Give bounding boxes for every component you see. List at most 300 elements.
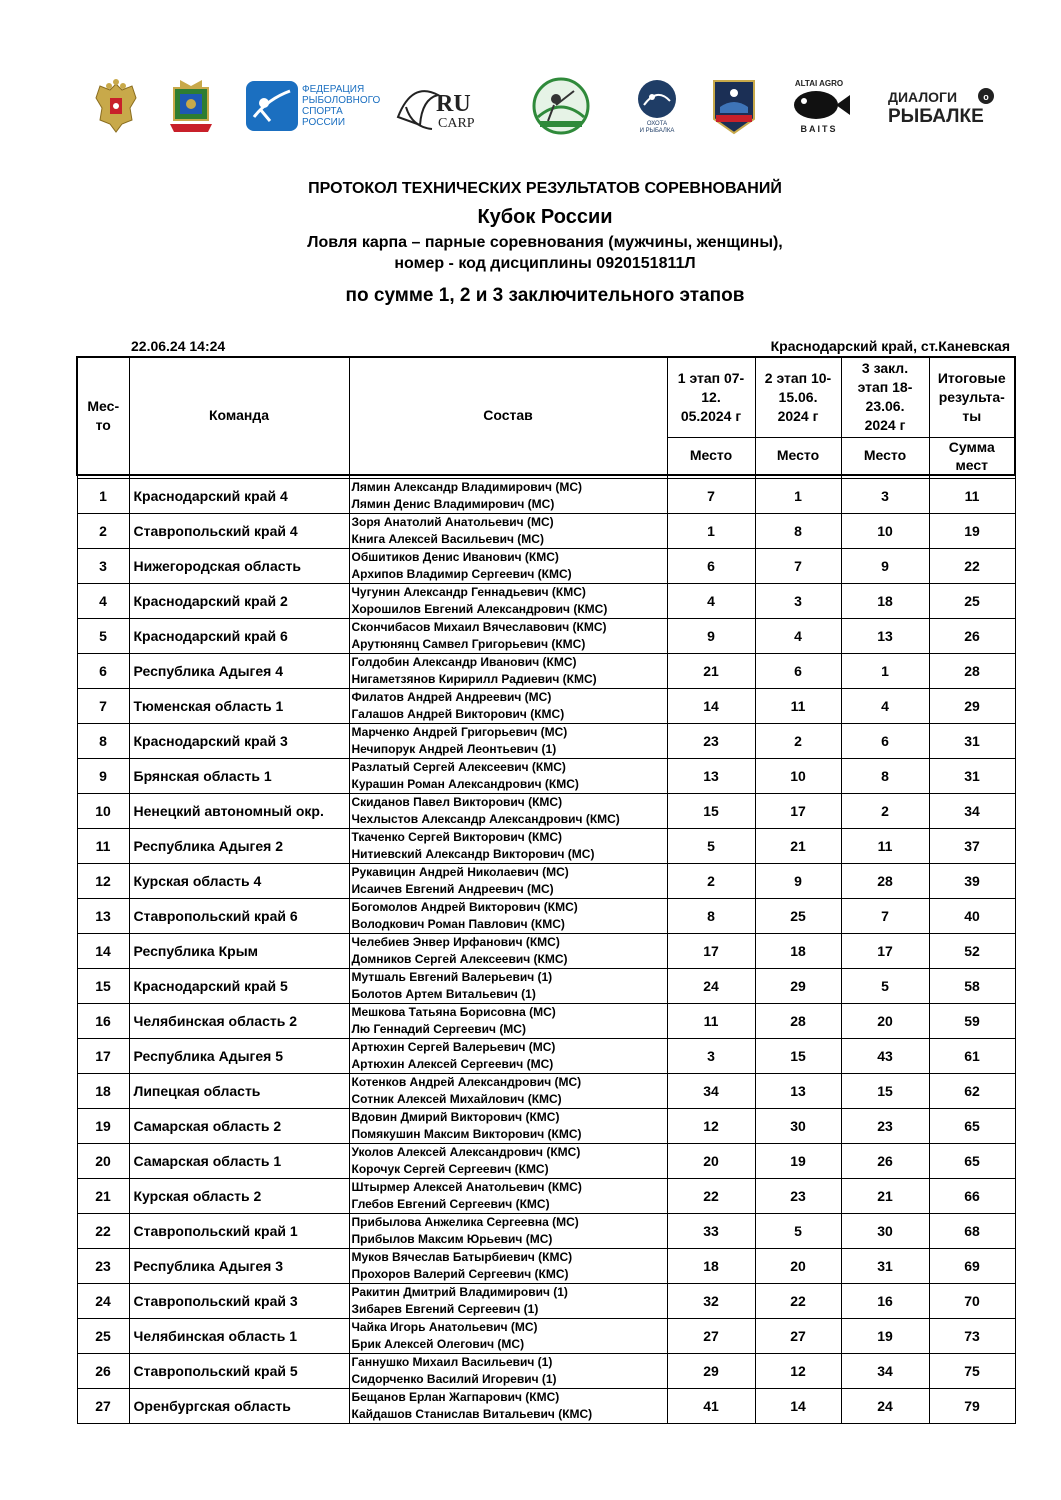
team-cell: Ставропольский край 6	[129, 899, 349, 934]
logo-strip	[90, 76, 1000, 136]
protocol-date: 22.06.24 14:24	[131, 338, 226, 354]
place-cell: 1	[77, 479, 129, 514]
total-sum-cell: 59	[929, 1004, 1015, 1039]
team-cell: Ставропольский край 3	[129, 1284, 349, 1319]
place-cell: 27	[77, 1389, 129, 1424]
svg-text:ОХОТА: ОХОТА	[646, 121, 668, 127]
table-row	[77, 1039, 1015, 1074]
stage1-place-cell: 15	[667, 794, 755, 829]
stage2-place-cell: 12	[755, 1354, 841, 1389]
stages-subtitle: по сумме 1, 2 и 3 заключительного этапов	[345, 285, 745, 306]
member-2: Сидорченко Василий Игоревич (1)	[351, 1372, 557, 1386]
place-cell: 26	[77, 1354, 129, 1389]
stage1-place-cell: 23	[667, 724, 755, 759]
place-cell: 23	[77, 1249, 129, 1284]
member-2: Лямин Денис Владимирович (МС)	[351, 497, 555, 511]
member-1: Котенков Андрей Александрович (МС)	[351, 1075, 582, 1089]
team-cell: Брянская область 1	[129, 759, 349, 794]
svg-text:ДИАЛОГИ: ДИАЛОГИ	[888, 89, 958, 105]
stage1-place-cell: 22	[667, 1179, 755, 1214]
table-row	[77, 899, 1015, 934]
members-cell	[349, 724, 667, 759]
total-sum-cell: 37	[929, 829, 1015, 864]
fishing-sport-federation-badge-icon	[516, 76, 606, 136]
team-cell: Челябинская область 1	[129, 1319, 349, 1354]
members-cell	[349, 794, 667, 829]
stage3-place-cell: 31	[841, 1249, 929, 1284]
table-row	[77, 479, 1015, 514]
member-1: Уколов Алексей Александрович (КМС)	[351, 1145, 581, 1159]
total-sum-cell: 70	[929, 1284, 1015, 1319]
member-2: Домников Сергей Алексеевич (КМС)	[351, 952, 568, 966]
stage2-place-cell: 19	[755, 1144, 841, 1179]
stage1-place-cell: 4	[667, 584, 755, 619]
table-row	[77, 1319, 1015, 1354]
place-cell: 8	[77, 724, 129, 759]
member-2: Артюхин Алексей Сергеевич (МС)	[351, 1057, 554, 1071]
stage3-place-cell: 43	[841, 1039, 929, 1074]
member-1: Муков Вячеслав Батырбиевич (КМС)	[351, 1250, 573, 1264]
place-cell: 16	[77, 1004, 129, 1039]
place-cell: 19	[77, 1109, 129, 1144]
stage3-place-cell: 34	[841, 1354, 929, 1389]
member-2: Архипов Владимир Сергеевич (КМС)	[351, 567, 572, 581]
stage1-place-cell: 20	[667, 1144, 755, 1179]
stage2-place-cell: 6	[755, 654, 841, 689]
members-cell	[349, 549, 667, 584]
altai-agro-baits-logo	[786, 76, 852, 136]
table-row	[77, 864, 1015, 899]
stage2-place-cell: 9	[755, 864, 841, 899]
stage1-place-cell: 12	[667, 1109, 755, 1144]
stage2-place-cell: 8	[755, 514, 841, 549]
stage3-place-cell: 9	[841, 549, 929, 584]
member-2: Брик Алексей Олегович (МС)	[351, 1337, 525, 1351]
column-header-stage3: 3 закл. этап 18-23.06. 2024 г	[841, 357, 929, 437]
member-1: Лямин Александр Владимирович (МС)	[351, 480, 583, 494]
table-row	[77, 759, 1015, 794]
team-cell: Челябинская область 2	[129, 1004, 349, 1039]
member-2: Лю Геннадий Сергеевич (МС)	[351, 1022, 526, 1036]
stage1-place-cell: 3	[667, 1039, 755, 1074]
russia-coat-of-arms-icon	[92, 76, 140, 136]
member-1: Голдобин Александр Иванович (КМС)	[351, 655, 577, 669]
team-cell: Ставропольский край 1	[129, 1214, 349, 1249]
stage2-place-cell: 11	[755, 689, 841, 724]
total-sum-cell: 62	[929, 1074, 1015, 1109]
members-cell	[349, 1179, 667, 1214]
place-cell: 17	[77, 1039, 129, 1074]
place-cell: 7	[77, 689, 129, 724]
stage3-place-cell: 24	[841, 1389, 929, 1424]
stage2-place-cell: 22	[755, 1284, 841, 1319]
total-sum-cell: 66	[929, 1179, 1015, 1214]
stage1-place-cell: 24	[667, 969, 755, 1004]
stage2-place-cell: 7	[755, 549, 841, 584]
table-header	[77, 357, 1015, 475]
competition-place: Краснодарский край, ст.Каневская	[770, 338, 1010, 354]
stage2-place-cell: 23	[755, 1179, 841, 1214]
table-row	[77, 619, 1015, 654]
stage2-place-cell: 21	[755, 829, 841, 864]
stage3-place-cell: 5	[841, 969, 929, 1004]
discipline-title: Ловля карпа – парные соревнования (мужчины, женщины),	[307, 234, 783, 251]
stage2-place-cell: 13	[755, 1074, 841, 1109]
members-cell	[349, 829, 667, 864]
team-cell: Липецкая область	[129, 1074, 349, 1109]
table-row	[77, 1214, 1015, 1249]
member-2: Арутюнянц Самвел Григорьевич (КМС)	[351, 637, 586, 651]
members-cell	[349, 1319, 667, 1354]
stage2-place-cell: 15	[755, 1039, 841, 1074]
member-2: Курашин Роман Александрович (КМС)	[351, 777, 579, 791]
member-1: Челебиев Энвер Ирфанович (КМС)	[351, 935, 560, 949]
kanevskaya-logo	[712, 76, 756, 136]
stage3-place-cell: 10	[841, 514, 929, 549]
team-cell: Краснодарский край 2	[129, 584, 349, 619]
member-2: Нигаметзянов Киририлл Радиевич (КМС)	[351, 672, 597, 686]
member-2: Прохоров Валерий Сергеевич (КМС)	[351, 1267, 569, 1281]
stage1-place-cell: 18	[667, 1249, 755, 1284]
stage2-place-cell: 5	[755, 1214, 841, 1249]
member-2: Нечипорук Андрей Леонтьевич (1)	[351, 742, 557, 756]
members-cell	[349, 1074, 667, 1109]
team-cell: Краснодарский край 3	[129, 724, 349, 759]
stage3-place-cell: 30	[841, 1214, 929, 1249]
place-cell: 22	[77, 1214, 129, 1249]
total-sum-cell: 29	[929, 689, 1015, 724]
member-2: Помякушин Максим Викторович (КМС)	[351, 1127, 582, 1141]
place-cell: 12	[77, 864, 129, 899]
place-cell: 5	[77, 619, 129, 654]
member-1: Скиданов Павел Викторович (КМС)	[351, 795, 563, 809]
member-1: Артюхин Сергей Валерьевич (МС)	[351, 1040, 556, 1054]
stage3-place-cell: 8	[841, 759, 929, 794]
total-sum-cell: 28	[929, 654, 1015, 689]
stage1-place-cell: 9	[667, 619, 755, 654]
discipline-code: номер - код дисциплины 0920151811Л	[394, 255, 696, 272]
table-row	[77, 1284, 1015, 1319]
stage2-place-cell: 1	[755, 479, 841, 514]
stage1-place-cell: 41	[667, 1389, 755, 1424]
stage2-place-cell: 2	[755, 724, 841, 759]
total-sum-cell: 68	[929, 1214, 1015, 1249]
table-row	[77, 1109, 1015, 1144]
place-cell: 3	[77, 549, 129, 584]
stage3-place-cell: 28	[841, 864, 929, 899]
fishing-federation-text: ФЕДЕРАЦИЯ РЫБОЛОВНОГО СПОРТА РОССИИ	[302, 84, 381, 128]
total-sum-cell: 79	[929, 1389, 1015, 1424]
place-cell: 6	[77, 654, 129, 689]
member-2: Володкович Роман Павлович (КМС)	[351, 917, 565, 931]
ru-carp-logo	[392, 76, 484, 136]
table-row	[77, 1144, 1015, 1179]
column-header-team: Команда	[129, 357, 349, 475]
krasnodar-krai-coat-of-arms-icon	[166, 76, 216, 136]
protocol-title: ПРОТОКОЛ ТЕХНИЧЕСКИХ РЕЗУЛЬТАТОВ СОРЕВНОВАНИЙ	[308, 180, 782, 197]
results-table	[76, 356, 1016, 1424]
team-cell: Краснодарский край 5	[129, 969, 349, 1004]
member-1: Мутшаль Евгений Валерьевич (1)	[351, 970, 553, 984]
stage1-place-cell: 32	[667, 1284, 755, 1319]
total-sum-cell: 52	[929, 934, 1015, 969]
stage1-place-cell: 17	[667, 934, 755, 969]
place-cell: 4	[77, 584, 129, 619]
column-header-place: Мес-то	[77, 357, 129, 475]
stage2-place-cell: 17	[755, 794, 841, 829]
total-sum-cell: 19	[929, 514, 1015, 549]
team-cell: Республика Адыгея 4	[129, 654, 349, 689]
total-sum-cell: 58	[929, 969, 1015, 1004]
table-row	[77, 724, 1015, 759]
stage1-place-cell: 33	[667, 1214, 755, 1249]
members-cell	[349, 1389, 667, 1424]
member-2: Кайдашов Станислав Витальевич (КМС)	[351, 1407, 593, 1421]
stage2-place-cell: 30	[755, 1109, 841, 1144]
table-row	[77, 549, 1015, 584]
team-cell: Курская область 2	[129, 1179, 349, 1214]
total-sum-cell: 75	[929, 1354, 1015, 1389]
member-1: Штырмер Алексей Анатольевич (КМС)	[351, 1180, 582, 1194]
member-1: Ткаченко Сергей Викторович (КМС)	[351, 830, 562, 844]
members-cell	[349, 479, 667, 514]
team-cell: Республика Адыгея 5	[129, 1039, 349, 1074]
member-2: Зибарев Евгений Сергеевич (1)	[351, 1302, 539, 1316]
total-sum-cell: 25	[929, 584, 1015, 619]
stage1-place-cell: 34	[667, 1074, 755, 1109]
place-cell: 9	[77, 759, 129, 794]
stage3-place-cell: 26	[841, 1144, 929, 1179]
table-row	[77, 514, 1015, 549]
svg-text:RU: RU	[436, 91, 471, 117]
team-cell: Самарская область 1	[129, 1144, 349, 1179]
member-1: Мешкова Татьяна Борисовна (МС)	[351, 1005, 556, 1019]
member-1: Ганнушко Михаил Васильевич (1)	[351, 1355, 553, 1369]
stage3-place-cell: 2	[841, 794, 929, 829]
table-row	[77, 794, 1015, 829]
members-cell	[349, 1284, 667, 1319]
table-row	[77, 829, 1015, 864]
stage1-place-cell: 7	[667, 479, 755, 514]
stage1-place-cell: 1	[667, 514, 755, 549]
table-row	[77, 689, 1015, 724]
stage1-place-cell: 27	[667, 1319, 755, 1354]
stage3-place-cell: 19	[841, 1319, 929, 1354]
stage1-place-cell: 21	[667, 654, 755, 689]
place-cell: 20	[77, 1144, 129, 1179]
member-1: Вдовин Дмирий Викторович (КМС)	[351, 1110, 560, 1124]
stage3-place-cell: 11	[841, 829, 929, 864]
member-1: Ракитин Дмитрий Владимирович (1)	[351, 1285, 568, 1299]
total-sum-cell: 40	[929, 899, 1015, 934]
team-cell: Республика Крым	[129, 934, 349, 969]
member-2: Книга Алексей Васильевич (МС)	[351, 532, 544, 546]
total-sum-cell: 61	[929, 1039, 1015, 1074]
total-sum-cell: 22	[929, 549, 1015, 584]
place-cell: 2	[77, 514, 129, 549]
subheader-stage2-place: Место	[755, 437, 841, 475]
stage2-place-cell: 4	[755, 619, 841, 654]
column-header-stage2: 2 этап 10-15.06. 2024 г	[755, 357, 841, 437]
stage2-place-cell: 14	[755, 1389, 841, 1424]
column-header-total: Итоговые результа-ты	[929, 357, 1015, 437]
team-cell: Ставропольский край 4	[129, 514, 349, 549]
member-2: Исаичев Евгений Андреевич (МС)	[351, 882, 554, 896]
stage1-place-cell: 6	[667, 549, 755, 584]
place-cell: 10	[77, 794, 129, 829]
total-sum-cell: 31	[929, 759, 1015, 794]
place-cell: 21	[77, 1179, 129, 1214]
member-2: Прибылов Максим Юрьевич (МС)	[351, 1232, 553, 1246]
stage2-place-cell: 28	[755, 1004, 841, 1039]
team-cell: Краснодарский край 6	[129, 619, 349, 654]
svg-text:о: о	[983, 92, 989, 102]
members-cell	[349, 1144, 667, 1179]
subheader-stage1-place: Место	[667, 437, 755, 475]
member-1: Зоря Анатолий Анатольевич (МС)	[351, 515, 554, 529]
members-cell	[349, 514, 667, 549]
team-cell: Курская область 4	[129, 864, 349, 899]
table-row	[77, 1389, 1015, 1424]
member-1: Разлатый Сергей Алексеевич (КМС)	[351, 760, 566, 774]
members-cell	[349, 654, 667, 689]
stage3-place-cell: 20	[841, 1004, 929, 1039]
team-cell: Краснодарский край 4	[129, 479, 349, 514]
team-cell: Ненецкий автономный окр.	[129, 794, 349, 829]
stage3-place-cell: 1	[841, 654, 929, 689]
member-1: Чайка Игорь Анатольевич (МС)	[351, 1320, 538, 1334]
column-header-members: Состав	[349, 357, 667, 475]
member-1: Марченко Андрей Григорьевич (МС)	[351, 725, 568, 739]
member-2: Сотник Алексей Михайлович (КМС)	[351, 1092, 562, 1106]
members-cell	[349, 899, 667, 934]
stage3-place-cell: 3	[841, 479, 929, 514]
member-2: Корочук Сергей Сергеевич (КМС)	[351, 1162, 549, 1176]
place-cell: 18	[77, 1074, 129, 1109]
team-cell: Самарская область 2	[129, 1109, 349, 1144]
place-cell: 25	[77, 1319, 129, 1354]
members-cell	[349, 864, 667, 899]
stage3-place-cell: 15	[841, 1074, 929, 1109]
place-cell: 14	[77, 934, 129, 969]
members-cell	[349, 1214, 667, 1249]
stage3-place-cell: 18	[841, 584, 929, 619]
stage2-place-cell: 10	[755, 759, 841, 794]
fishing-federation-logo	[246, 76, 382, 136]
members-cell	[349, 934, 667, 969]
members-cell	[349, 1109, 667, 1144]
members-cell	[349, 1249, 667, 1284]
total-sum-cell: 65	[929, 1144, 1015, 1179]
stage2-place-cell: 29	[755, 969, 841, 1004]
cup-title: Кубок России	[477, 206, 613, 228]
stage2-place-cell: 18	[755, 934, 841, 969]
total-sum-cell: 69	[929, 1249, 1015, 1284]
place-cell: 13	[77, 899, 129, 934]
members-cell	[349, 1004, 667, 1039]
stage3-place-cell: 6	[841, 724, 929, 759]
total-sum-cell: 65	[929, 1109, 1015, 1144]
member-2: Чехлыстов Александр Александрович (КМС)	[351, 812, 620, 826]
svg-text:И РЫБАЛКА: И РЫБАЛКА	[639, 128, 675, 134]
member-2: Глебов Евгений Сергеевич (КМС)	[351, 1197, 550, 1211]
member-1: Обшитиков Денис Иванович (КМС)	[351, 550, 559, 564]
stage1-place-cell: 11	[667, 1004, 755, 1039]
team-cell: Республика Адыгея 2	[129, 829, 349, 864]
total-sum-cell: 39	[929, 864, 1015, 899]
table-row	[77, 1249, 1015, 1284]
table-row	[77, 1004, 1015, 1039]
table-row	[77, 1179, 1015, 1214]
hunting-fishing-logo	[636, 76, 678, 136]
dialogi-o-rybalke-logo	[886, 76, 998, 136]
subheader-stage3-place: Место	[841, 437, 929, 475]
member-2: Нитиевский Александр Викторович (МС)	[351, 847, 595, 861]
svg-text:BAITS: BAITS	[800, 124, 838, 134]
total-sum-cell: 31	[929, 724, 1015, 759]
svg-text:ALTAI AGRO: ALTAI AGRO	[794, 79, 844, 88]
member-1: Рукавицин Андрей Николаевич (МС)	[351, 865, 569, 879]
members-cell	[349, 969, 667, 1004]
member-2: Болотов Артем Витальевич (1)	[351, 987, 536, 1001]
stage3-place-cell: 23	[841, 1109, 929, 1144]
team-cell: Нижегородская область	[129, 549, 349, 584]
svg-text:РЫБАЛКЕ: РЫБАЛКЕ	[888, 106, 984, 126]
total-sum-cell: 34	[929, 794, 1015, 829]
total-sum-cell: 11	[929, 479, 1015, 514]
members-cell	[349, 759, 667, 794]
stage1-place-cell: 8	[667, 899, 755, 934]
stage2-place-cell: 3	[755, 584, 841, 619]
table-row	[77, 934, 1015, 969]
table-body	[77, 475, 1015, 1424]
stage3-place-cell: 13	[841, 619, 929, 654]
table-row	[77, 654, 1015, 689]
team-cell: Республика Адыгея 3	[129, 1249, 349, 1284]
members-cell	[349, 584, 667, 619]
place-cell: 24	[77, 1284, 129, 1319]
stage3-place-cell: 21	[841, 1179, 929, 1214]
total-sum-cell: 26	[929, 619, 1015, 654]
stage2-place-cell: 20	[755, 1249, 841, 1284]
stage1-place-cell: 5	[667, 829, 755, 864]
column-header-stage1: 1 этап 07-12. 05.2024 г	[667, 357, 755, 437]
svg-text:CARP: CARP	[438, 116, 475, 131]
stage2-place-cell: 25	[755, 899, 841, 934]
member-1: Скончибасов Михаил Вячеславович (КМС)	[351, 620, 607, 634]
members-cell	[349, 619, 667, 654]
member-1: Филатов Андрей Андреевич (МС)	[351, 690, 552, 704]
table-row	[77, 1354, 1015, 1389]
stage3-place-cell: 17	[841, 934, 929, 969]
members-cell	[349, 689, 667, 724]
stage3-place-cell: 4	[841, 689, 929, 724]
stage3-place-cell: 7	[841, 899, 929, 934]
stage1-place-cell: 2	[667, 864, 755, 899]
place-cell: 11	[77, 829, 129, 864]
member-1: Богомолов Андрей Викторович (КМС)	[351, 900, 578, 914]
team-cell: Тюменская область 1	[129, 689, 349, 724]
subheader-sum-places: Сумма мест	[929, 437, 1015, 475]
stage1-place-cell: 13	[667, 759, 755, 794]
table-row	[77, 584, 1015, 619]
table-row	[77, 969, 1015, 1004]
table-row	[77, 1074, 1015, 1109]
member-2: Галашов Андрей Викторович (КМС)	[351, 707, 565, 721]
member-1: Бещанов Ерлан Жагпарович (КМС)	[351, 1390, 560, 1404]
stage1-place-cell: 14	[667, 689, 755, 724]
team-cell: Ставропольский край 5	[129, 1354, 349, 1389]
